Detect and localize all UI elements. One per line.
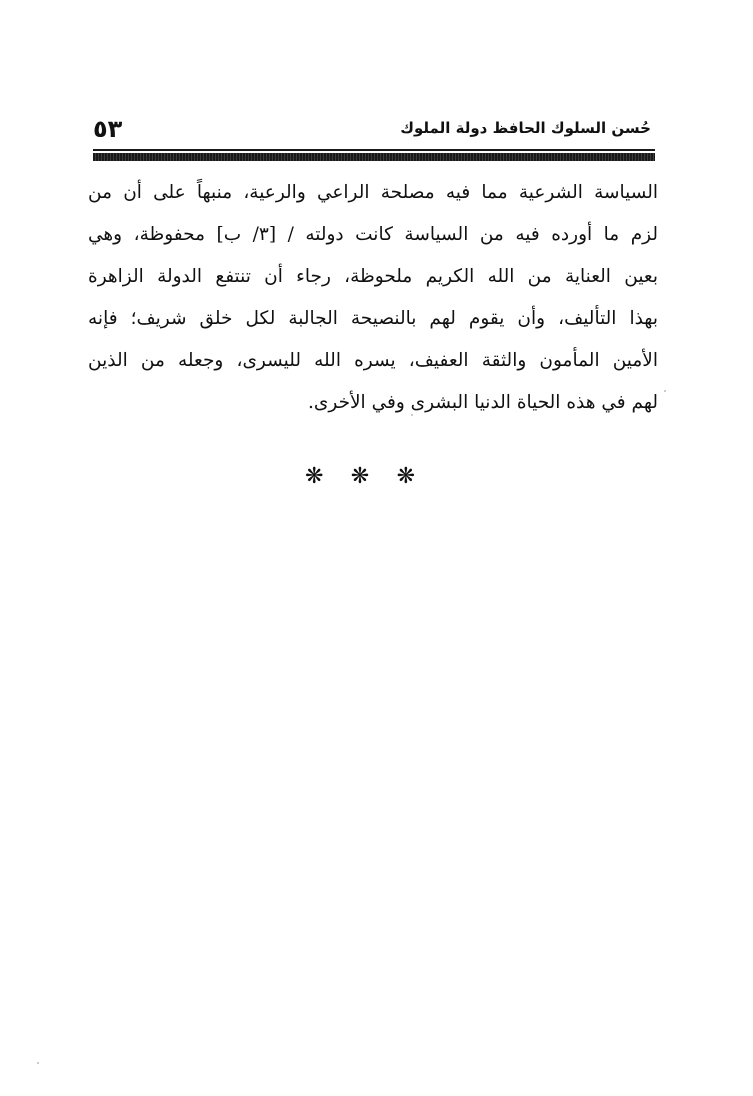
header-rule-thick	[93, 153, 655, 161]
page-number: ٥٣	[93, 115, 123, 143]
section-divider-ornaments	[305, 462, 415, 492]
scan-speck	[411, 414, 413, 416]
body-line: بعين العناية من الله الكريم ملحوظة، رجاء أن تنتفع الدولة الزاهرة	[88, 266, 658, 287]
body-line: بهذا التأليف، وأن يقوم لهم بالنصيحة الجالبة لكل خلق شريف؛ فإنه	[88, 308, 658, 329]
page-header	[93, 112, 655, 148]
asterism-ornament-icon: ❋	[305, 464, 324, 489]
scan-speck	[37, 1062, 39, 1064]
header-rule-thin	[93, 149, 655, 151]
asterism-ornament-icon: ❋	[350, 464, 370, 489]
body-line: السياسة الشرعية مما فيه مصلحة الراعي والرعية، منبهاً على أن من	[88, 182, 658, 203]
body-line: لزم ما أورده فيه من السياسة كانت دولته / [٣/ ب] محفوظة، وهي	[88, 224, 658, 245]
header-rule	[93, 149, 655, 161]
running-title: حُسن السلوك الحافظ دولة الملوك	[400, 119, 651, 137]
asterism-ornament-icon: ❋	[396, 464, 415, 489]
body-paragraph	[88, 172, 658, 424]
scan-speck	[664, 390, 666, 392]
body-line: لهم في هذه الحياة الدنيا البشرى وفي الأخرى.	[308, 392, 658, 413]
body-line: الأمين المأمون والثقة العفيف، يسره الله لليسرى، وجعله من الذين	[88, 350, 658, 371]
